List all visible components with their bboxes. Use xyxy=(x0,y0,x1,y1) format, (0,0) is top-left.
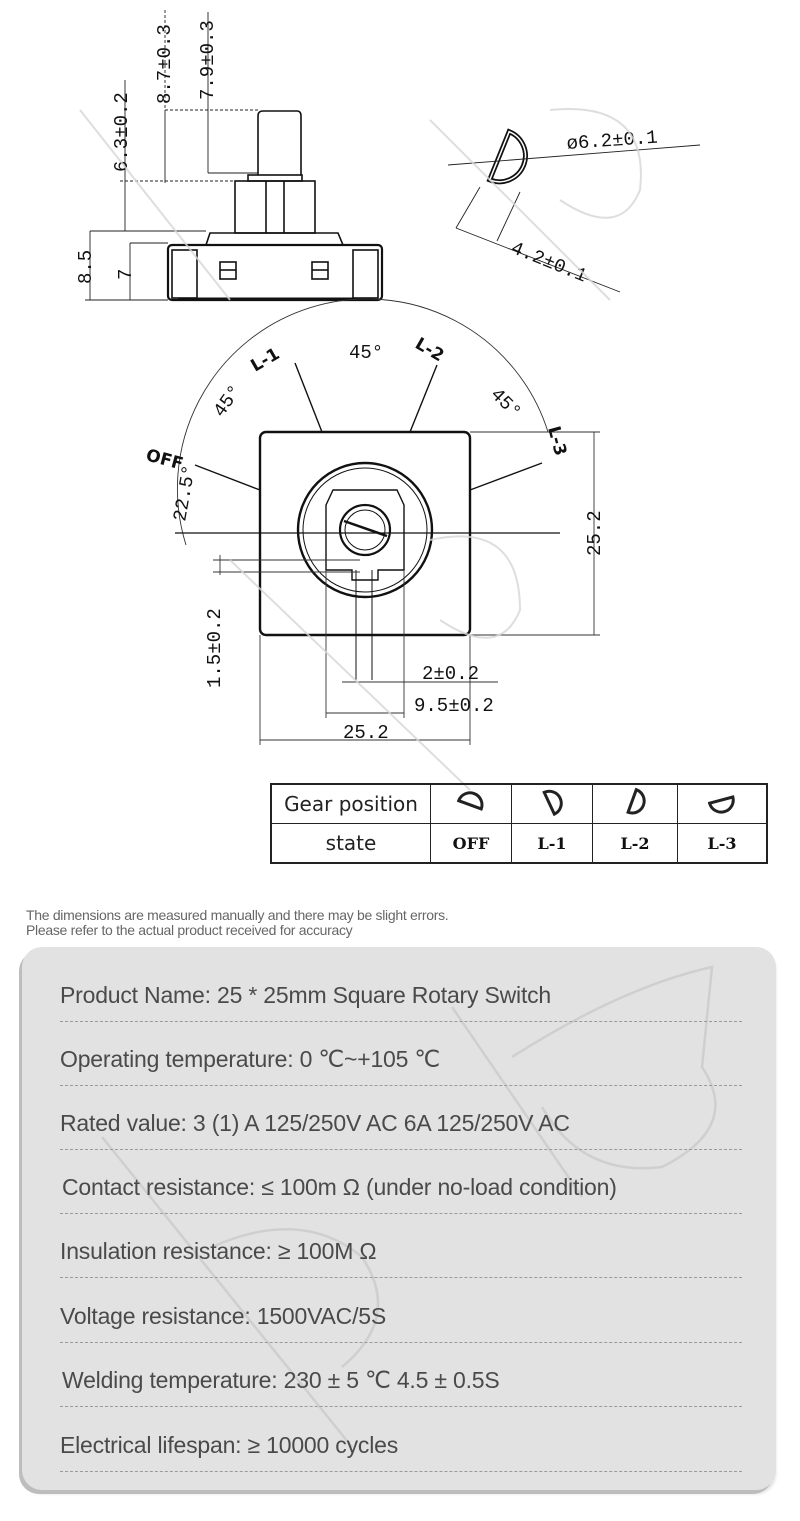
spec-welding-temperature: Welding temperature: 230 ± 5 ℃ 4.5 ± 0.5S xyxy=(62,1367,500,1393)
d-shape-l1-icon xyxy=(512,784,593,824)
gear-position-header: Gear position xyxy=(271,784,431,824)
angle-off: 22.5° xyxy=(169,463,201,524)
dim-shaft-diameter: ø6.2±0.1 xyxy=(565,126,659,155)
angle-1: 45° xyxy=(208,380,247,422)
side-view xyxy=(168,111,382,300)
top-view-labels xyxy=(144,334,606,744)
spec-contact-resistance: Contact resistance: ≤ 100m Ω (under no-load condition) xyxy=(62,1174,617,1200)
d-shape-l3-icon xyxy=(678,784,768,824)
spec-row-operating-temperature xyxy=(60,1021,742,1086)
state-row xyxy=(271,824,767,864)
state-off: OFF xyxy=(431,824,512,864)
dim-shaft-flat-width: 4.2±0.1 xyxy=(507,237,591,288)
spec-row-rated-value xyxy=(60,1085,742,1150)
spec-rated-value: Rated value: 3 (1) A 125/250V AC 6A 125/250V AC xyxy=(60,1110,570,1136)
dim-shaft-total: 8.7±0.3 xyxy=(154,24,176,104)
state-l1: L-1 xyxy=(512,824,593,864)
state-l2: L-2 xyxy=(593,824,678,864)
dim-collar-height: 6.3±0.2 xyxy=(111,92,133,172)
spec-row-electrical-lifespan xyxy=(60,1407,742,1472)
dim-key-offset: 1.5±0.2 xyxy=(204,608,226,688)
spec-operating-temperature: Operating temperature: 0 ℃~+105 ℃ xyxy=(60,1046,441,1072)
d-shape-off-icon xyxy=(431,784,512,824)
spec-electrical-lifespan: Electrical lifespan: ≥ 10000 cycles xyxy=(60,1432,399,1458)
gear-position-row xyxy=(271,784,767,824)
dim-width: 25.2 xyxy=(343,722,389,744)
state-l3: L-3 xyxy=(678,824,768,864)
angle-2: 45° xyxy=(349,342,384,364)
gear-position-table xyxy=(270,783,768,864)
spec-row-voltage-resistance xyxy=(60,1278,742,1343)
spec-voltage-resistance: Voltage resistance: 1500VAC/5S xyxy=(60,1303,387,1329)
spec-row-contact-resistance xyxy=(60,1149,742,1214)
shaft-section xyxy=(490,132,534,190)
spec-row-product-name xyxy=(60,957,742,1022)
measurement-note xyxy=(26,908,448,938)
angle-3: 45° xyxy=(485,383,526,424)
label-off: OFF xyxy=(143,445,186,475)
spec-insulation-resistance: Insulation resistance: ≥ 100M Ω xyxy=(60,1238,377,1264)
spec-row-welding-temperature xyxy=(60,1342,742,1407)
dim-boss-width: 9.5±0.2 xyxy=(414,695,494,717)
label-l2: L-2 xyxy=(411,334,448,367)
dim-key-width: 2±0.2 xyxy=(422,663,480,685)
dim-body-base: 7 xyxy=(115,268,137,280)
note-line-2: Please refer to the actual product received for accuracy xyxy=(26,922,353,938)
dim-body-total: 8.5 xyxy=(75,249,97,284)
note-line-1: The dimensions are measured manually and there may be slight errors. xyxy=(26,907,449,923)
dim-height: 25.2 xyxy=(584,510,606,556)
label-l1: L-1 xyxy=(247,344,284,377)
specifications-card xyxy=(22,947,776,1490)
d-shape-l2-icon xyxy=(593,784,678,824)
spec-product-name: Product Name: 25 * 25mm Square Rotary Switch xyxy=(60,982,552,1008)
state-header: state xyxy=(271,824,431,864)
top-view-dimensions xyxy=(213,432,600,745)
label-l3: L-3 xyxy=(543,424,571,459)
dim-shaft-flat: 7.9±0.3 xyxy=(197,20,219,100)
spec-row-insulation-resistance xyxy=(60,1213,742,1278)
